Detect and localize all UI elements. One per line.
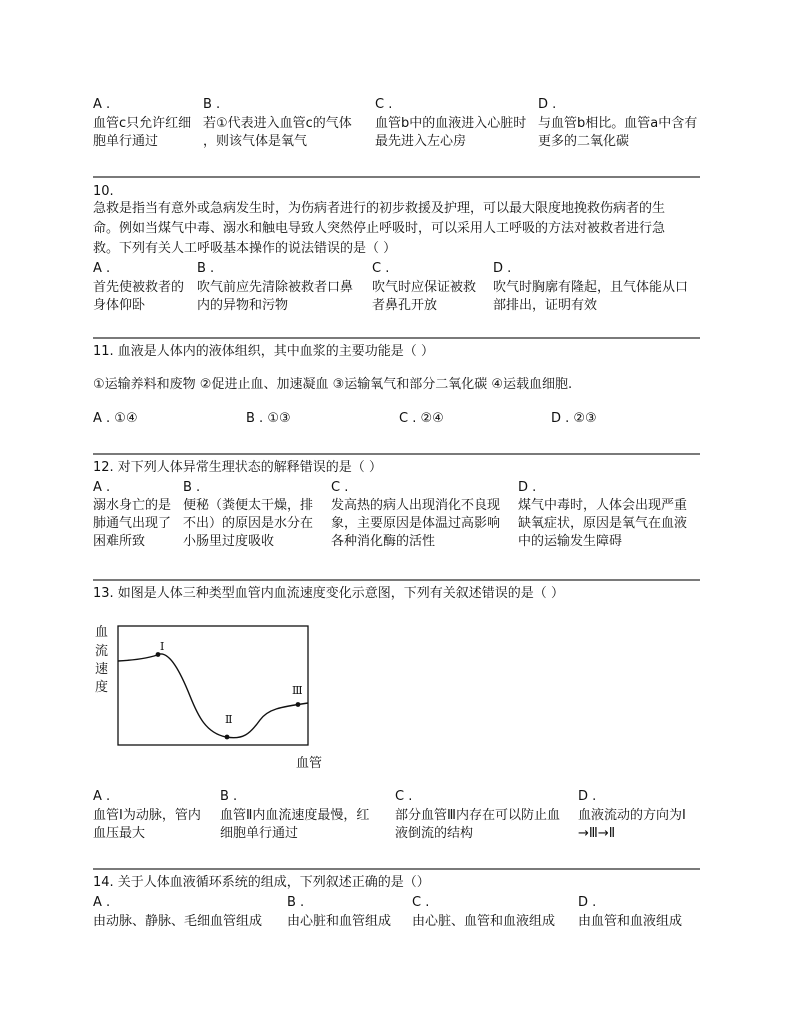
label-vessel-ii: Ⅱ <box>225 713 233 726</box>
q14-option-d[interactable] <box>578 894 682 931</box>
option-letter: D . <box>518 480 537 495</box>
q13-stem: 13. 如图是人体三种类型血管内血流速度变化示意图，下列有关叙述错误的是（ ） <box>93 586 564 601</box>
option-text-line: →Ⅲ→Ⅱ <box>578 826 616 841</box>
q11-stem: 11. 血液是人体内的液体组织，其中血浆的主要功能是（ ） <box>93 344 434 359</box>
question-divider <box>93 176 700 178</box>
option-letter: B . <box>203 97 221 112</box>
option-letter: A . <box>93 97 111 112</box>
q11-option-a[interactable]: A . ①④ <box>93 411 138 426</box>
q9-option-c[interactable] <box>375 96 526 152</box>
q13-option-b[interactable] <box>220 788 369 844</box>
q14-option-a[interactable] <box>93 894 262 931</box>
q10-option-d[interactable] <box>493 260 688 316</box>
option-text-line: 最先进入左心房 <box>375 134 467 149</box>
q12-option-a[interactable] <box>93 479 171 551</box>
option-text-line: 部排出，证明有效 <box>493 298 598 313</box>
q10-option-b[interactable] <box>197 260 353 316</box>
q11-option-d[interactable]: D . ②③ <box>551 411 597 426</box>
q10-option-c[interactable] <box>372 260 476 316</box>
q11-option-c[interactable]: C . ②④ <box>399 411 444 426</box>
q10-option-a[interactable] <box>93 260 184 316</box>
option-letter: A . <box>93 480 111 495</box>
q10-number: 10. <box>93 184 114 199</box>
option-letter: C . <box>412 895 430 910</box>
q12-option-b[interactable] <box>183 479 313 551</box>
option-text-line: 各种消化酶的活性 <box>331 534 436 549</box>
chart-frame <box>118 626 308 745</box>
option-letter: B . <box>183 480 201 495</box>
option-text-line: 由心脏和血管组成 <box>287 913 392 929</box>
question-divider <box>93 868 700 870</box>
option-text-line: 血管Ⅰ为动脉，管内 <box>93 807 201 823</box>
option-text-line: 象，主要原因是体温过高影响 <box>331 516 501 531</box>
y-axis-label-char: 速 <box>95 662 109 677</box>
option-text-line: 首先使被救者的 <box>93 279 185 295</box>
q9-option-b[interactable] <box>203 96 352 152</box>
option-text-line: 血压最大 <box>93 826 146 841</box>
question-divider <box>93 579 700 581</box>
q10-stem <box>93 199 665 259</box>
y-axis-label-char: 度 <box>95 680 109 695</box>
option-text-line: 煤气中毒时，人体会出现严重 <box>518 498 688 513</box>
question-divider <box>93 337 700 339</box>
q10-stem-line: 救。下列有关人工呼吸基本操作的说法错误的是（ ） <box>93 241 397 256</box>
option-text-line: 血管b中的血液进入心脏时 <box>375 115 527 131</box>
question-divider <box>93 453 700 455</box>
option-text-line: 细胞单行通过 <box>220 826 299 841</box>
option-text-line: 不出）的原因是水分在 <box>183 516 314 531</box>
q9-option-a[interactable] <box>93 96 191 152</box>
option-text-line: 困难所致 <box>93 534 146 549</box>
option-text-line: 便秘（粪便太干燥，排 <box>183 498 314 513</box>
q9-option-d[interactable] <box>538 96 697 152</box>
option-letter: A . <box>93 261 111 276</box>
option-letter: C . <box>395 789 413 804</box>
q14-option-b[interactable] <box>287 894 391 931</box>
option-text-line: 中的运输发生障碍 <box>518 534 623 549</box>
option-text-line: 肺通气出现了 <box>93 516 172 531</box>
q10-stem-line: 命。例如当煤气中毒、溺水和触电导致人突然停止呼吸时，可以采用人工呼吸的方法对被救者进行急 <box>93 221 666 236</box>
option-letter: C . <box>375 97 393 112</box>
q13-option-d[interactable] <box>578 788 686 844</box>
option-letter: C . <box>331 480 349 495</box>
option-text-line: 与血管b相比。血管a中含有 <box>538 115 698 131</box>
option-text-line: 吹气前应先清除被救者口鼻 <box>197 279 354 295</box>
q12-stem: 12. 对下列人体异常生理状态的解释错误的是（ ） <box>93 460 382 475</box>
q11-items: ①运输养料和废物 ②促进止血、加速凝血 ③运输氧气和部分二氧化碳 ④运载血细胞. <box>93 377 573 392</box>
option-text-line: 若①代表进入血管c的气体 <box>203 115 352 131</box>
q11-option-b[interactable]: B . ①③ <box>246 411 291 426</box>
point-vessel-iii <box>296 702 301 707</box>
option-text-line: ，则该气体是氧气 <box>203 134 308 149</box>
q12-option-d[interactable] <box>518 479 687 551</box>
q13-option-c[interactable] <box>395 788 560 844</box>
option-letter: A . <box>93 895 111 910</box>
option-text-line: 缺氧症状，原因是氧气在血液 <box>518 516 688 531</box>
option-text-line: 血管Ⅱ内血流速度最慢，红 <box>220 807 370 823</box>
option-letter: B . <box>220 789 238 804</box>
option-text-line: 发高热的病人出现消化不良现 <box>331 498 501 513</box>
option-letter: B . <box>287 895 305 910</box>
option-text-line: 由血管和血液组成 <box>578 913 683 929</box>
q12-option-c[interactable] <box>331 479 500 551</box>
option-text-line: 液倒流的结构 <box>395 826 474 841</box>
option-text-line: 溺水身亡的是 <box>93 498 172 513</box>
option-text-line: 由动脉、静脉、毛细血管组成 <box>93 913 263 929</box>
option-letter: D . <box>578 895 597 910</box>
q13-option-a[interactable] <box>93 788 201 844</box>
label-vessel-iii: Ⅲ <box>292 684 303 697</box>
option-text-line: 部分血管Ⅲ内存在可以防止血 <box>395 807 560 823</box>
y-axis-label-char: 血 <box>95 625 109 640</box>
option-letter: A . <box>93 789 111 804</box>
option-letter: B . <box>197 261 215 276</box>
option-text-line: 更多的二氧化碳 <box>538 134 630 149</box>
label-vessel-i: Ⅰ <box>160 640 165 653</box>
point-vessel-ii <box>225 735 230 740</box>
option-text-line: 者鼻孔开放 <box>372 298 438 313</box>
option-text-line: 吹气时胸廓有隆起，且气体能从口 <box>493 279 689 295</box>
y-axis-label-char: 流 <box>95 644 109 659</box>
option-letter: D . <box>578 789 597 804</box>
option-text-line: 血管c只允许红细 <box>93 115 192 131</box>
q14-stem: 14. 关于人体血液循环系统的组成，下列叙述正确的是（） <box>93 875 430 890</box>
q10-stem-line: 急救是指当有意外或急病发生时，为伤病者进行的初步救援及护理，可以最大限度地挽救伤病者的生 <box>93 201 666 216</box>
option-letter: D . <box>493 261 512 276</box>
option-text-line: 胞单行通过 <box>93 134 159 149</box>
blood-flow-speed-chart <box>88 616 328 776</box>
option-text-line: 吹气时应保证被救 <box>372 279 477 295</box>
option-text-line: 身体仰卧 <box>93 298 146 313</box>
q14-option-c[interactable] <box>412 894 555 931</box>
option-text-line: 由心脏、血管和血液组成 <box>412 913 556 929</box>
option-text-line: 小肠里过度吸收 <box>183 534 275 549</box>
flow-speed-curve <box>118 654 308 738</box>
x-axis-label: 血管 <box>296 756 323 771</box>
option-letter: C . <box>372 261 390 276</box>
option-letter: D . <box>538 97 557 112</box>
option-text-line: 血液流动的方向为Ⅰ <box>578 807 686 823</box>
option-text-line: 内的异物和污物 <box>197 298 289 313</box>
